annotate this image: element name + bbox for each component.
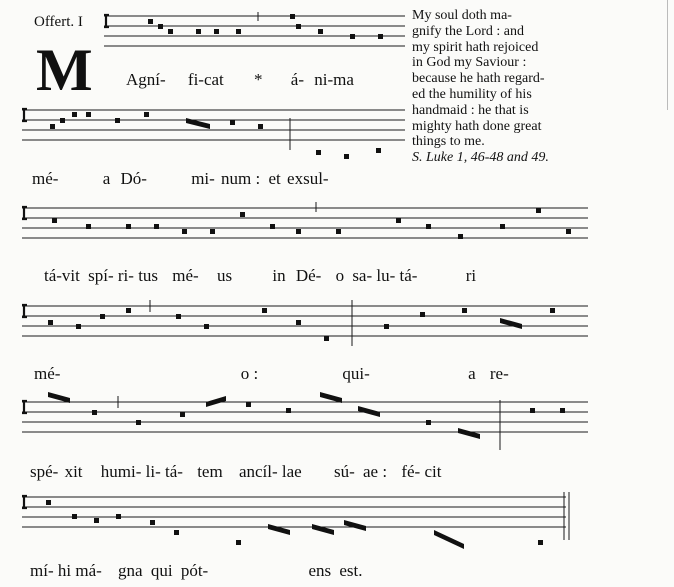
lyric-syllable: li- bbox=[145, 462, 161, 481]
lyric-syllable: gna bbox=[118, 561, 143, 580]
lyric-syllable: pót- bbox=[180, 561, 209, 580]
lyric-syllable: mé- bbox=[32, 169, 59, 188]
lyric-syllable: o bbox=[335, 266, 345, 285]
translation-line: ed the humility of his bbox=[412, 86, 532, 102]
lyric-syllable: qui bbox=[150, 561, 173, 580]
lyric-syllable: Agní- bbox=[126, 70, 166, 89]
lyric-syllable: o : bbox=[240, 364, 259, 383]
translation-line: in God my Saviour : bbox=[412, 55, 527, 71]
initial-capital: M bbox=[36, 37, 93, 103]
translation-line: My soul doth ma- bbox=[412, 8, 512, 23]
lyric-syllable: qui- bbox=[342, 364, 370, 383]
lyric-syllable: mí- bbox=[30, 561, 54, 580]
lyric-syllable: ae : bbox=[363, 462, 388, 481]
lyric-line-6 bbox=[30, 561, 363, 581]
scripture-reference: S. Luke 1, 46-48 and 49. bbox=[412, 150, 549, 166]
lyric-syllable: num : bbox=[221, 169, 261, 188]
lyric-syllable: hi bbox=[57, 561, 72, 580]
lyric-line-5 bbox=[30, 462, 441, 482]
chant-mode: I bbox=[77, 14, 83, 30]
lyric-line-1 bbox=[126, 70, 354, 90]
lyric-syllable: est. bbox=[339, 561, 363, 580]
lyric-syllable: tá- bbox=[399, 266, 418, 285]
lyric-syllable: ens bbox=[308, 561, 332, 580]
c-clef-icon bbox=[22, 401, 27, 413]
lyric-syllable: Dé- bbox=[295, 266, 322, 285]
asterisk-mark: * bbox=[254, 70, 263, 89]
lyric-syllable: sa- bbox=[352, 266, 373, 285]
lyric-syllable: tus bbox=[138, 266, 159, 285]
lyric-syllable: ancíl- bbox=[238, 462, 278, 481]
lyric-syllable: cit bbox=[424, 462, 442, 481]
lyric-syllable: sú- bbox=[333, 462, 355, 481]
lyric-syllable: us bbox=[216, 266, 233, 285]
lyric-syllable: fi-cat bbox=[187, 70, 224, 89]
lyric-syllable: mi- bbox=[191, 169, 215, 188]
lyric-syllable: in bbox=[272, 266, 286, 285]
lyric-syllable: re- bbox=[489, 364, 509, 383]
lyric-syllable: mé- bbox=[172, 266, 199, 285]
lyric-syllable: xit bbox=[64, 462, 83, 481]
lyric-syllable: a bbox=[102, 169, 111, 188]
translation-line: gnify the Lord : and bbox=[412, 23, 524, 39]
lyric-syllable: tem bbox=[197, 462, 223, 481]
lyric-syllable: lae bbox=[281, 462, 302, 481]
translation-line: mighty hath done great bbox=[412, 118, 542, 134]
chant-genre: Offert. bbox=[34, 14, 75, 30]
lyric-syllable: fé- bbox=[401, 462, 421, 481]
lyric-syllable: tá- bbox=[165, 462, 183, 481]
lyric-syllable: tá-vit bbox=[44, 266, 80, 285]
lyric-syllable: á- bbox=[290, 70, 304, 89]
translation-line: things to me. bbox=[412, 134, 485, 150]
lyric-syllable: ri- bbox=[117, 266, 134, 285]
staff-6 bbox=[22, 492, 569, 549]
lyric-syllable: exsul- bbox=[287, 169, 329, 188]
lyric-syllable: ni-ma bbox=[314, 70, 354, 89]
lyric-line-3 bbox=[44, 266, 476, 286]
staff-5 bbox=[22, 392, 588, 450]
lyric-syllable: lu- bbox=[376, 266, 396, 285]
translation-line: because he hath regard- bbox=[412, 71, 545, 87]
lyric-line-2 bbox=[32, 169, 329, 189]
lyric-syllable: ri bbox=[465, 266, 477, 285]
c-clef-icon bbox=[22, 496, 27, 508]
lyric-syllable: Dó- bbox=[120, 169, 147, 188]
lyric-syllable: et bbox=[268, 169, 281, 188]
translation-line: handmaid : he that is bbox=[412, 102, 529, 118]
lyric-syllable: spé- bbox=[30, 462, 59, 481]
lyric-syllable: mé- bbox=[34, 364, 61, 383]
lyric-syllable: má- bbox=[75, 561, 102, 580]
lyric-line-4 bbox=[34, 364, 509, 384]
lyric-syllable: spí- bbox=[88, 266, 114, 285]
lyric-syllable: a bbox=[468, 364, 476, 383]
lyric-syllable: humi- bbox=[100, 462, 142, 481]
translation-line: my spirit hath rejoiced bbox=[412, 39, 539, 55]
